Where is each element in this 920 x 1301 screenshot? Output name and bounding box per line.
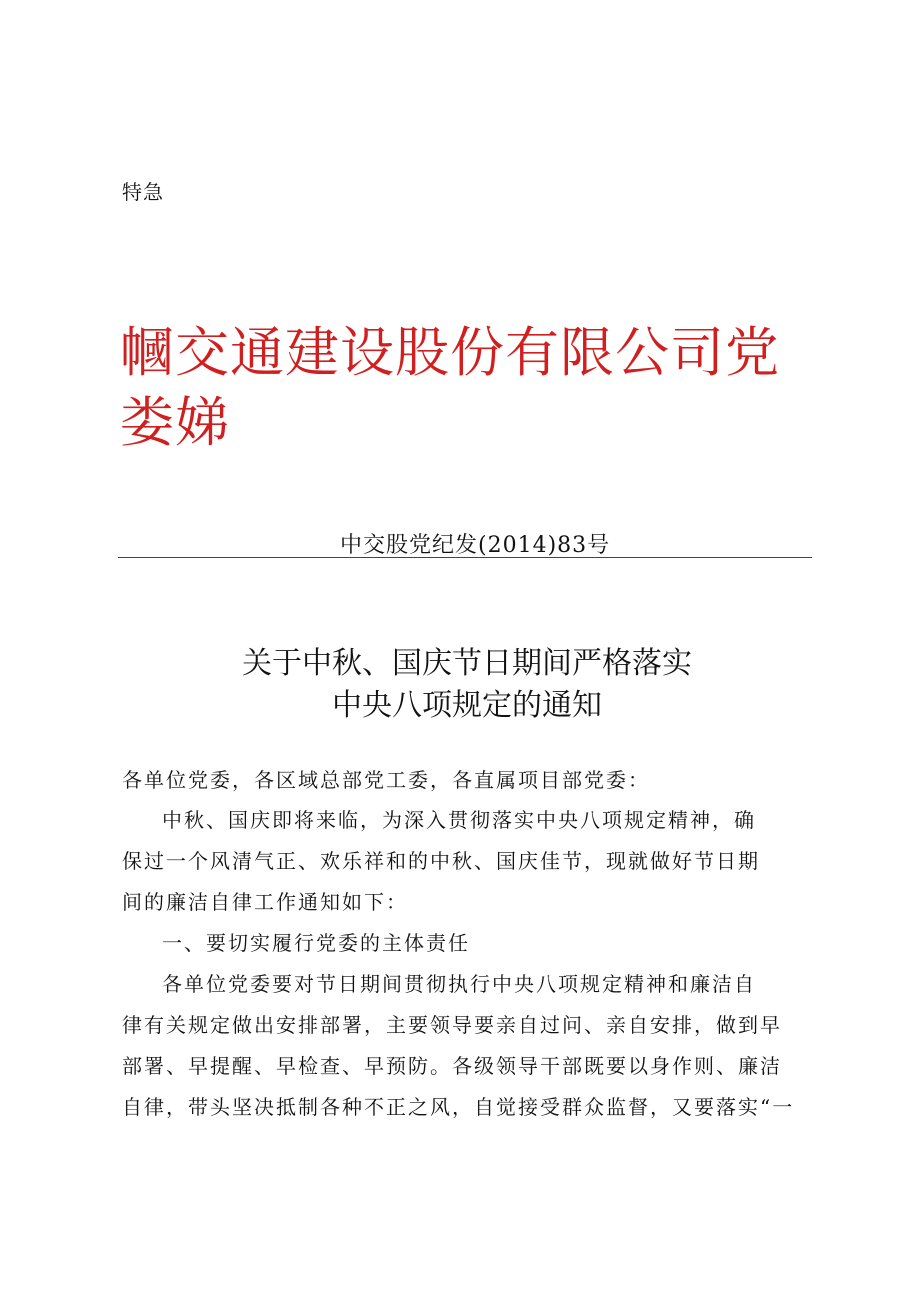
paragraph-line: 中秋、国庆即将来临，为深入贯彻落实中央八项规定精神，确 (162, 808, 756, 832)
paragraph-line: 间的廉洁自律工作通知如下： (122, 890, 408, 914)
paragraph-section-1 (122, 964, 812, 1128)
issuer-header (120, 318, 810, 458)
issuer-header-line2: 娄娣 (120, 391, 230, 454)
notice-title-line2: 中央八项规定的通知 (332, 688, 602, 723)
document-number: 中交股党纪发(2014)83号 (340, 533, 611, 558)
paragraph-line: 自律，带头坚决抵制各种不正之风，自觉接受群众监督，又要落实“一 (122, 1095, 795, 1119)
paragraph-line: 律有关规定做出安排部署，主要领导要亲自过问、亲自安排，做到早 (122, 1013, 782, 1037)
section-heading-1: 一、要切实履行党委的主体责任 (162, 931, 470, 955)
paragraph-line: 保过一个风清气正、欢乐祥和的中秋、国庆佳节，现就做好节日期 (122, 849, 760, 873)
paragraph-line: 部署、早提醒、早检查、早预防。各级领导干部既要以身作则、廉洁 (122, 1054, 782, 1078)
urgency-label: 特急 (122, 180, 164, 204)
paragraph-intro (122, 800, 812, 923)
salutation: 各单位党委，各区域总部党工委，各直属项目部党委： (122, 768, 650, 792)
issuer-header-line1: 幗交通建设股份有限公司党 (120, 321, 780, 384)
notice-title-line1: 关于中秋、国庆节日期间严格落实 (242, 646, 692, 681)
paragraph-line: 各单位党委要对节日期间贯彻执行中央八项规定精神和廉洁自 (162, 972, 756, 996)
header-divider (118, 557, 812, 558)
